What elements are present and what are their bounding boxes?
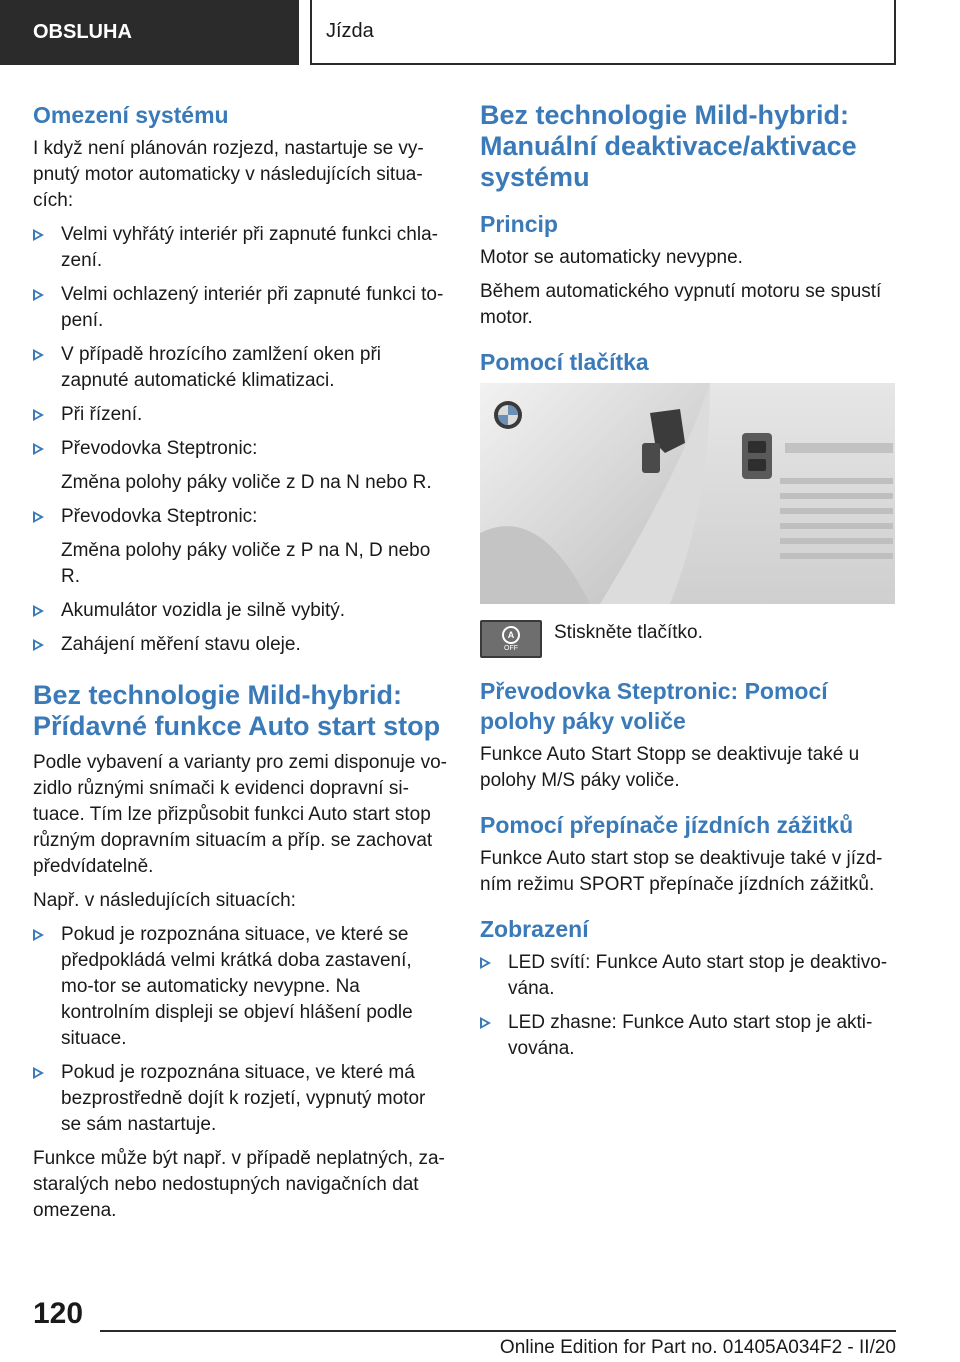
- chapter-tab-label: OBSLUHA: [33, 21, 132, 43]
- list-item: Zahájení měření stavu oleje.: [33, 632, 448, 658]
- heading-prepinac: Pomocí přepínače jízdních zážitků: [480, 812, 854, 838]
- paragraph: Funkce Auto start stop se deaktivuje také v jízd-ním režimu SPORT přepínače jízdních zážitků.: [480, 848, 883, 895]
- bullet-list: [33, 922, 448, 1138]
- list-item-detail: Změna polohy páky voliče z P na N, D nebo R.: [61, 540, 431, 587]
- bullet-triangle-icon: [480, 1017, 491, 1029]
- edition-note: Online Edition for Part no. 01405A034F2 - II/20: [499, 1337, 896, 1358]
- bullet-triangle-icon: [33, 229, 44, 241]
- section-header: [310, 0, 896, 65]
- list-item: Pokud je rozpoznána situace, ve které má bezprostředně dojít k rozjetí, vypnutý motor se sám nastartuje.: [33, 1060, 448, 1138]
- heading-omezeni-systemu: Omezení systému: [33, 102, 229, 128]
- press-button-text: Stiskněte tlačítko.: [554, 622, 703, 643]
- paragraph: Během automatického vypnutí motoru se spustí motor.: [480, 281, 882, 328]
- list-item: Při řízení.: [33, 402, 448, 428]
- page-number: 120: [33, 1297, 84, 1330]
- paragraph: Funkce může být např. v případě neplatných, za-staralých nebo nedostupných navigačních dat omezena.: [33, 1148, 445, 1221]
- list-item: Pokud je rozpoznána situace, ve které se předpokládá velmi krátká doba zastavení, mo-tor se automaticky nevypne. Na kontrolním displeji se objeví hlášení podle situace.: [33, 922, 448, 1052]
- bullet-triangle-icon: [33, 929, 44, 941]
- dashboard-illustration: [480, 383, 895, 604]
- list-item-detail: Změna polohy páky voliče z D na N nebo R.: [61, 472, 432, 493]
- list-item: Převodovka Steptronic: Změna polohy páky voliče z P na N, D nebo R.: [33, 504, 448, 590]
- paragraph: Např. v následujících situacích:: [33, 890, 296, 911]
- list-item: Převodovka Steptronic: Změna polohy páky voliče z D na N nebo R.: [33, 436, 448, 496]
- section-header-label: Jízda: [326, 20, 374, 42]
- right-column: [480, 100, 895, 1070]
- heading-pridavne-funkce: Bez technologie Mild-hybrid: Přídavné funkce Auto start stop: [33, 680, 441, 741]
- auto-start-stop-letter: A: [502, 626, 520, 644]
- bullet-triangle-icon: [33, 639, 44, 651]
- bullet-list: [33, 222, 448, 658]
- bullet-triangle-icon: [33, 1067, 44, 1079]
- bullet-triangle-icon: [33, 511, 44, 523]
- paragraph: Motor se automaticky nevypne.: [480, 247, 743, 268]
- button-instruction-row: [480, 620, 895, 658]
- bullet-triangle-icon: [33, 409, 44, 421]
- list-item: Akumulátor vozidla je silně vybitý.: [33, 598, 448, 624]
- heading-steptronic: Převodovka Steptronic: Pomocí polohy páky voliče: [480, 678, 828, 734]
- list-item: Velmi vyhřátý interiér při zapnuté funkci chla-zení.: [33, 222, 448, 274]
- dashboard-photo: [480, 383, 895, 604]
- bullet-triangle-icon: [33, 349, 44, 361]
- list-item: LED svítí: Funkce Auto start stop je deaktivo-vána.: [480, 950, 895, 1002]
- bullet-triangle-icon: [33, 605, 44, 617]
- chapter-tab: [0, 0, 299, 65]
- heading-princip: Princip: [480, 211, 558, 237]
- auto-start-stop-button-icon: [480, 620, 542, 658]
- paragraph: Podle vybavení a varianty pro zemi disponuje vo-zidlo různými snímači k evidenci dopravní si-tuace. Tím lze přizpůsobit funkci Auto start stop různým dopravním situacím a příp. se zachovat předvídatelně.: [33, 752, 448, 877]
- paragraph: Funkce Auto Start Stopp se deaktivuje také u polohy M/S páky voliče.: [480, 744, 860, 791]
- footer-divider: [100, 1330, 896, 1332]
- heading-zobrazeni: Zobrazení: [480, 916, 589, 942]
- left-column: [33, 100, 448, 1232]
- bullet-triangle-icon: [33, 289, 44, 301]
- bullet-triangle-icon: [33, 443, 44, 455]
- heading-manualni-deaktivace: Bez technologie Mild-hybrid: Manuální deaktivace/aktivace systému: [480, 100, 857, 192]
- paragraph: I když není plánován rozjezd, nastartuje se vy-pnutý motor automaticky v následujících situa-cích:: [33, 138, 424, 211]
- bullet-list: [480, 950, 895, 1062]
- list-item: Velmi ochlazený interiér při zapnuté funkci to-pení.: [33, 282, 448, 334]
- bullet-triangle-icon: [480, 957, 491, 969]
- auto-start-stop-off-label: OFF: [504, 644, 518, 652]
- heading-pomoci-tlacitka: Pomocí tlačítka: [480, 349, 649, 375]
- list-item: V případě hrozícího zamlžení oken při zapnuté automatické klimatizaci.: [33, 342, 448, 394]
- list-item: LED zhasne: Funkce Auto start stop je akti-vována.: [480, 1010, 895, 1062]
